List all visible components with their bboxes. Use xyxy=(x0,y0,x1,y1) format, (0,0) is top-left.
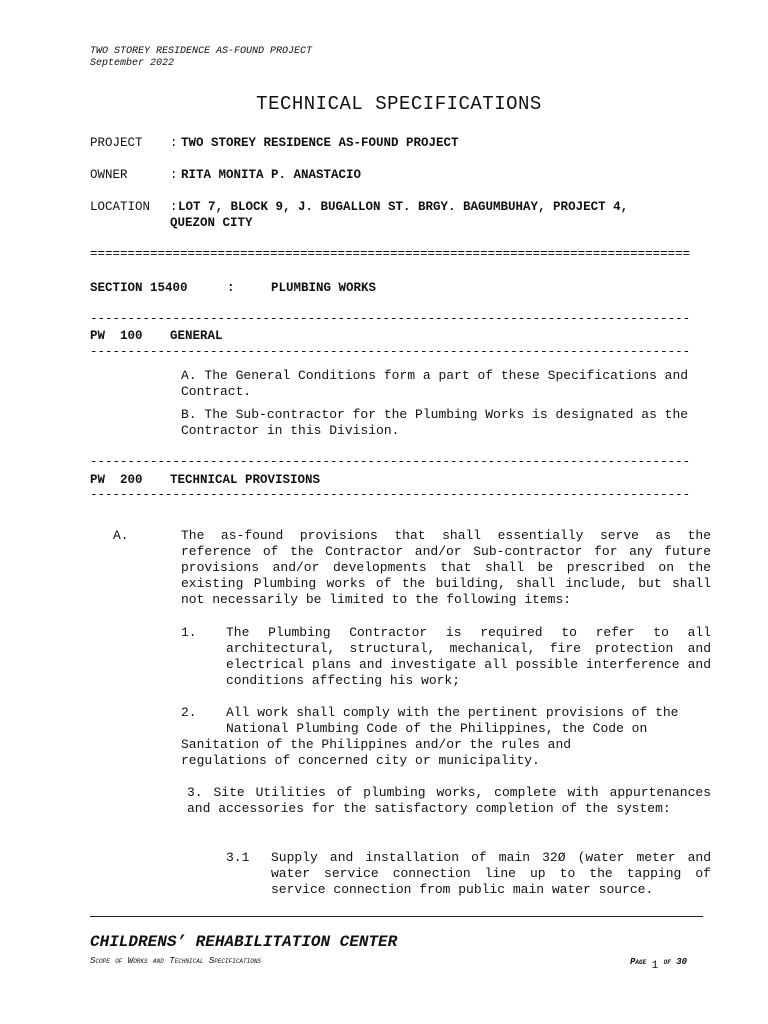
header-date: September 2022 xyxy=(90,58,175,69)
item31-text: Supply and installation of main 32Ø (water meter and water service connection line up to the tapping of service connection from public main water source. xyxy=(271,850,711,897)
project-label: PROJECT xyxy=(90,136,143,150)
project-colon: : xyxy=(170,136,178,150)
section-name: PLUMBING WORKS xyxy=(271,281,377,295)
single-rule: -------------------------------------------------------------------------------- xyxy=(90,312,691,326)
footer-subtitle: Scope of Works and Technical Specifications xyxy=(90,956,262,966)
item2-line3: Sanitation of the Philippines and/or the rules and xyxy=(181,737,572,752)
pw100-item-b: B. The Sub-contractor for the Plumbing Works is designated as the Contractor in this Division. xyxy=(181,407,689,438)
location-label: LOCATION xyxy=(90,200,151,214)
single-rule: -------------------------------------------------------------------------------- xyxy=(90,488,691,502)
owner-colon: : xyxy=(170,168,178,182)
location-value-line2: QUEZON CITY xyxy=(170,216,253,230)
item1-number: 1. xyxy=(181,625,197,640)
owner-value: RITA MONITA P. ANASTACIO xyxy=(181,168,362,182)
double-rule: ================================================================================ xyxy=(90,247,691,261)
page-total: 30 xyxy=(676,957,688,967)
pw100-item-a: A. The General Conditions form a part of these Specifications and Contract. xyxy=(181,368,689,399)
page-current: 1 xyxy=(651,960,659,972)
owner-label: OWNER xyxy=(90,168,128,182)
footer-divider xyxy=(90,916,703,917)
item2-number: 2. xyxy=(181,705,197,720)
footer-title: CHILDRENS’ REHABILITATION CENTER xyxy=(90,933,398,951)
pw200-item-a-marker: A. xyxy=(113,528,129,543)
page-title: TECHNICAL SPECIFICATIONS xyxy=(256,93,542,115)
pw200-item-a-text: The as-found provisions that shall essentially serve as the reference of the Contractor and/or Sub-contractor for any future provisions and/or developments that shall be prescribed on the existing Plumbing works of the building, shall include, but shall not necessarily be limited to the following items: xyxy=(181,528,711,607)
header-project-line: TWO STOREY RESIDENCE AS-FOUND PROJECT xyxy=(90,46,313,57)
project-value: TWO STOREY RESIDENCE AS-FOUND PROJECT xyxy=(181,136,459,150)
page-word: Page xyxy=(630,957,647,967)
pw100-code: PW 100 xyxy=(90,329,143,343)
pw200-title: TECHNICAL PROVISIONS xyxy=(170,473,321,487)
location-value-line1: LOT 7, BLOCK 9, J. BUGALLON ST. BRGY. BAGUMBUHAY, PROJECT 4, xyxy=(178,200,629,214)
item2-line1: All work shall comply with the pertinent provisions of the xyxy=(226,705,679,720)
item2-line4: regulations of concerned city or municipality. xyxy=(181,753,540,768)
page-number xyxy=(630,956,688,972)
item2-line2: National Plumbing Code of the Philippines, the Code on xyxy=(226,721,648,736)
item1-text: The Plumbing Contractor is required to refer to all architectural, structural, mechanical, fire protection and electrical plans and investigate all possible interference and conditions affecting his work; xyxy=(226,625,711,688)
section-colon: : xyxy=(227,281,235,295)
single-rule: -------------------------------------------------------------------------------- xyxy=(90,345,691,359)
pw100-title: GENERAL xyxy=(170,329,223,343)
single-rule: -------------------------------------------------------------------------------- xyxy=(90,455,691,469)
pw200-code: PW 200 xyxy=(90,473,143,487)
location-colon: : xyxy=(170,200,178,214)
item3-text: 3. Site Utilities of plumbing works, complete with appurtenances and accessories for the satisfactory completion of the system: xyxy=(187,785,711,816)
item31-number: 3.1 xyxy=(226,850,250,865)
of-word: of xyxy=(663,957,671,967)
section-label: SECTION 15400 xyxy=(90,281,188,295)
